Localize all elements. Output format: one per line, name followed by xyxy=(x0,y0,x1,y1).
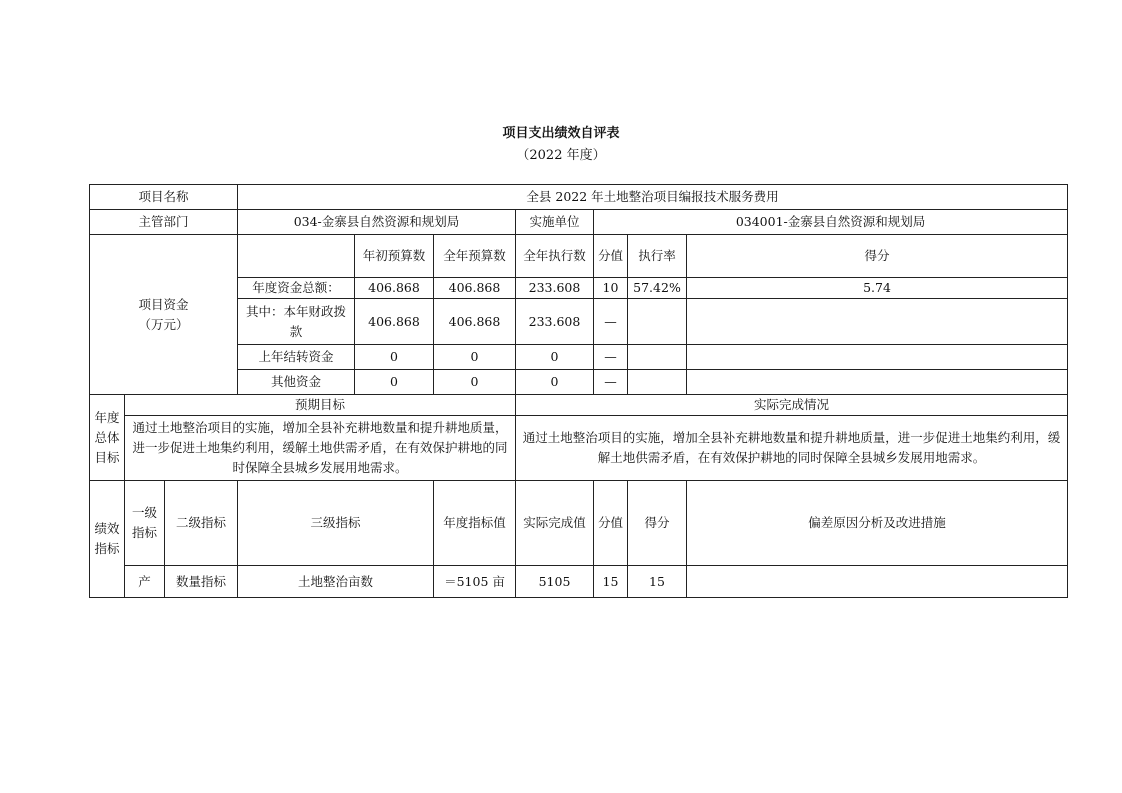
funds-rate: 57.42% xyxy=(628,278,687,299)
expected-goal-label: 预期目标 xyxy=(125,395,516,416)
funds-score xyxy=(687,345,1068,370)
row-project-name xyxy=(90,185,1068,210)
indicators-side-label: 绩效指标 xyxy=(90,481,125,598)
row-indicators-header xyxy=(90,481,1068,566)
header-executed: 全年执行数 xyxy=(516,235,594,278)
funds-full-year: 406.868 xyxy=(434,299,516,345)
funds-row-label: 上年结转资金 xyxy=(238,345,355,370)
funds-points: — xyxy=(594,370,628,395)
header-initial-budget: 年初预算数 xyxy=(355,235,434,278)
form-year: （2022 年度） xyxy=(516,148,606,163)
funds-row-label: 年度资金总额： xyxy=(238,278,355,299)
funds-executed: 233.608 xyxy=(516,278,594,299)
goals-side-label: 年度总体目标 xyxy=(90,395,125,481)
header-actual-value: 实际完成值 xyxy=(516,481,594,566)
funds-label xyxy=(90,235,238,395)
impl-unit-value: 034001-金寨县自然资源和规划局 xyxy=(594,210,1068,235)
funds-initial: 0 xyxy=(355,345,434,370)
funds-points: — xyxy=(594,345,628,370)
indicator-actual: 5105 xyxy=(516,566,594,598)
indicator-target: ＝5105 亩 xyxy=(434,566,516,598)
funds-initial: 406.868 xyxy=(355,299,434,345)
row-goals-header xyxy=(90,395,1068,416)
funds-points: 10 xyxy=(594,278,628,299)
header-points: 分值 xyxy=(594,235,628,278)
indicator-score: 15 xyxy=(628,566,687,598)
actual-result-label: 实际完成情况 xyxy=(516,395,1068,416)
funds-rate xyxy=(628,345,687,370)
funds-full-year: 0 xyxy=(434,370,516,395)
evaluation-table xyxy=(89,184,1068,598)
funds-score xyxy=(687,370,1068,395)
project-name-label: 项目名称 xyxy=(90,185,238,210)
table-row xyxy=(90,566,1068,598)
funds-points: — xyxy=(594,299,628,345)
funds-initial: 0 xyxy=(355,370,434,395)
funds-executed: 0 xyxy=(516,370,594,395)
funds-score: 5.74 xyxy=(687,278,1068,299)
funds-header-blank xyxy=(238,235,355,278)
dept-label: 主管部门 xyxy=(90,210,238,235)
dept-value: 034-金寨县自然资源和规划局 xyxy=(238,210,516,235)
header-level1: 一级指标 xyxy=(125,481,165,566)
header-full-year-budget: 全年预算数 xyxy=(434,235,516,278)
header-level2: 二级指标 xyxy=(165,481,238,566)
funds-rate xyxy=(628,370,687,395)
funds-executed: 0 xyxy=(516,345,594,370)
funds-row-label: 其中：本年财政拨款 xyxy=(238,299,355,345)
funds-initial: 406.868 xyxy=(355,278,434,299)
funds-executed: 233.608 xyxy=(516,299,594,345)
indicator-analysis xyxy=(687,566,1068,598)
row-department xyxy=(90,210,1068,235)
actual-result-text: 通过土地整治项目的实施，增加全县补充耕地数量和提升耕地质量，进一步促进土地集约利用，缓解土地供需矛盾，在有效保护耕地的同时保障全县城乡发展用地需求。 xyxy=(516,416,1068,481)
expected-goal-text: 通过土地整治项目的实施，增加全县补充耕地数量和提升耕地质量，进一步促进土地集约利用，缓解土地供需矛盾，在有效保护耕地的同时保障全县城乡发展用地需求。 xyxy=(125,416,516,481)
header-score: 得分 xyxy=(687,235,1068,278)
funds-row-label: 其他资金 xyxy=(238,370,355,395)
header-exec-rate: 执行率 xyxy=(628,235,687,278)
funds-full-year: 406.868 xyxy=(434,278,516,299)
indicator-level3: 土地整治亩数 xyxy=(238,566,434,598)
funds-full-year: 0 xyxy=(434,345,516,370)
project-name-value: 全县 2022 年土地整治项目编报技术服务费用 xyxy=(238,185,1068,210)
header-deviation-analysis: 偏差原因分析及改进措施 xyxy=(687,481,1068,566)
funds-label-line2: （万元） xyxy=(138,316,189,332)
indicator-level1: 产 xyxy=(125,566,165,598)
funds-score xyxy=(687,299,1068,345)
header-indicator-score: 得分 xyxy=(628,481,687,566)
indicator-level2: 数量指标 xyxy=(165,566,238,598)
funds-rate xyxy=(628,299,687,345)
funds-label-line1: 项目资金 xyxy=(138,296,189,312)
header-indicator-points: 分值 xyxy=(594,481,628,566)
indicator-points: 15 xyxy=(594,566,628,598)
header-level3: 三级指标 xyxy=(238,481,434,566)
form-title: 项目支出绩效自评表 xyxy=(502,126,620,141)
row-goals-content xyxy=(90,416,1068,481)
impl-unit-label: 实施单位 xyxy=(516,210,594,235)
row-funds-header xyxy=(90,235,1068,278)
header-target-value: 年度指标值 xyxy=(434,481,516,566)
